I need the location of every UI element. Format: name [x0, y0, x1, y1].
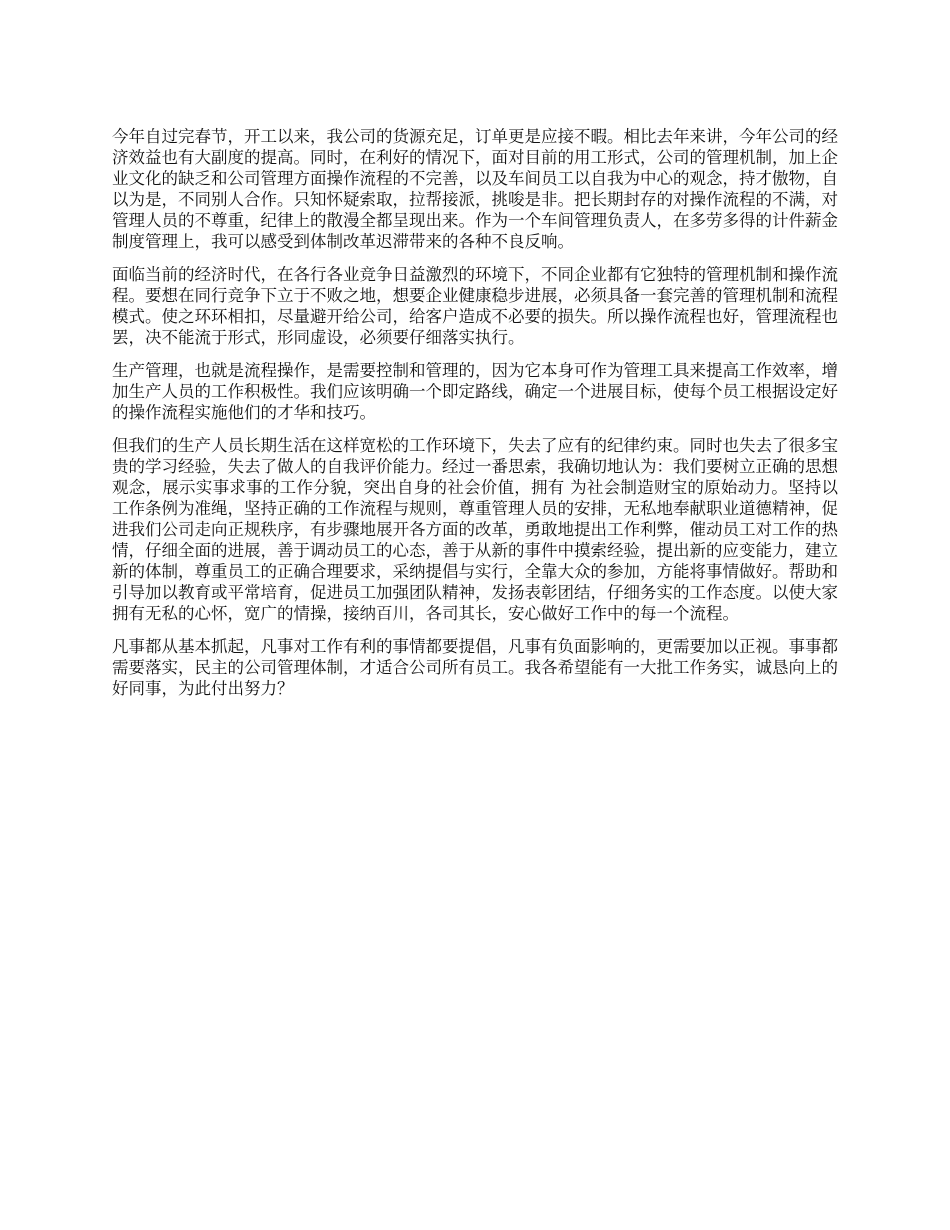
paragraph-4: 但我们的生产人员长期生活在这样宽松的工作环境下，失去了应有的纪律约束。同时也失去了很多宝贵的学习经验，失去了做人的自我评价能力。经过一番思索，我确切地认为：我们要树立正确的思想观念，展示实事求事的工作分貌，突出自身的社会价值，拥有 为社会制造财宝的原始动力。坚持以工作条例为准绳，坚持正确的工作流程与规则，尊重管理人员的安排，无私地奉献职业道德精神，促进我们公司走向正规秩序，有步骤地展开各方面的改革，勇敢地提出工作利弊，催动员工对工作的热情，仔细全面的进展，善于调动员工的心态，善于从新的事件中摸索经验，提出新的应变能力，建立新的体制，尊重员工的正确合理要求，采纳提倡与实行，全靠大众的参加，方能将事情做好。帮助和引导加以教育或平常培育，促进员工加强团队精神，发扬表彰团结，仔细务实的工作态度。以使大家拥有无私的心怀，宽广的情操，接纳百川，各司其长，安心做好工作中的每一个流程。 — [112, 436, 838, 623]
paragraph-1: 今年自过完春节，开工以来，我公司的货源充足，订单更是应接不暇。相比去年来讲，今年公司的经济效益也有大副度的提高。同时，在利好的情况下，面对目前的用工形式，公司的管理机制，加上企业文化的缺乏和公司管理方面操作流程的不完善，以及车间员工以自我为中心的观念，持才傲物，自以为是，不同别人合作。只知怀疑索取，拉帮接派，挑唆是非。把长期封存的对操作流程的不满，对管理人员的不尊重，纪律上的散漫全都呈现出来。作为一个车间管理负责人，在多劳多得的计件薪金制度管理上，我可以感受到体制改革迟滞带来的各种不良反响。 — [112, 127, 838, 251]
paragraph-2: 面临当前的经济时代，在各行各业竞争日益激烈的环境下，不同企业都有它独特的管理机制和操作流程。要想在同行竞争下立于不败之地，想要企业健康稳步进展，必须具备一套完善的管理机制和流程模式。使之环环相扣，尽量避开给公司，给客户造成不必要的损失。所以操作流程也好，管理流程也罢，决不能流于形式，形同虚设，必须要仔细落实执行。 — [112, 265, 838, 347]
paragraph-3: 生产管理，也就是流程操作，是需要控制和管理的，因为它本身可作为管理工具来提高工作效率，增加生产人员的工作积极性。我们应该明确一个即定路线，确定一个进展目标，使每个员工根据设定好的操作流程实施他们的才华和技巧。 — [112, 361, 838, 422]
document-body — [112, 126, 838, 711]
paragraph-5: 凡事都从基本抓起，凡事对工作有利的事情都要提倡，凡事有负面影响的，更需要加以正视。事事都需要落实，民主的公司管理体制，才适合公司所有员工。我各希望能有一大批工作务实，诚恳向上的好同事，为此付出努力？ — [112, 637, 838, 698]
